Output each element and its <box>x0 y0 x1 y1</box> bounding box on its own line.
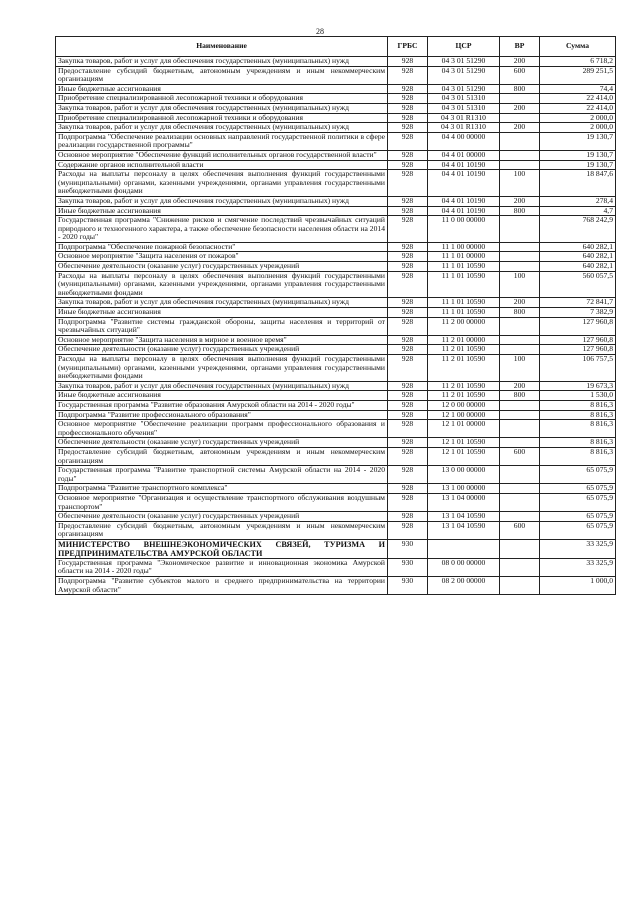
cell-grbs: 928 <box>388 466 428 484</box>
cell-name: Обеспечение деятельности (оказание услуг) государственных учреждений <box>56 438 388 448</box>
cell-vr <box>500 94 540 104</box>
cell-sum: 8 816,3 <box>540 438 616 448</box>
cell-csr: 12 0 00 00000 <box>428 400 500 410</box>
table-row <box>56 512 616 522</box>
cell-sum: 7 382,9 <box>540 308 616 318</box>
cell-csr: 11 1 01 00000 <box>428 252 500 262</box>
cell-name: МИНИСТЕРСТВО ВНЕШНЕЭКОНОМИЧЕСКИХ СВЯЗЕЙ, ТУРИЗМА И ПРЕДПРИНИМАТЕЛЬСТВА АМУРСКОЙ ОБЛАСТИ <box>56 539 388 558</box>
cell-vr: 200 <box>500 298 540 308</box>
cell-sum: 65 075,9 <box>540 512 616 522</box>
cell-sum: 127 960,8 <box>540 335 616 345</box>
cell-vr <box>500 262 540 272</box>
table-row <box>56 345 616 355</box>
cell-sum: 1 530,0 <box>540 391 616 401</box>
cell-name: Предоставление субсидий бюджетным, автономным учреждениям и иным некоммерческим организациям <box>56 521 388 539</box>
cell-csr: 11 1 01 10590 <box>428 271 500 298</box>
cell-grbs: 928 <box>388 335 428 345</box>
cell-grbs: 928 <box>388 132 428 150</box>
cell-csr: 13 1 00 00000 <box>428 484 500 494</box>
table-row <box>56 447 616 465</box>
cell-sum: 560 057,5 <box>540 271 616 298</box>
cell-vr <box>500 242 540 252</box>
table-row <box>56 206 616 216</box>
cell-vr: 200 <box>500 123 540 133</box>
cell-vr <box>500 400 540 410</box>
cell-name: Закупка товаров, работ и услуг для обеспечения государственных (муниципальных) нужд <box>56 196 388 206</box>
cell-vr: 100 <box>500 170 540 197</box>
cell-sum: 72 841,7 <box>540 298 616 308</box>
cell-grbs: 928 <box>388 252 428 262</box>
cell-grbs: 928 <box>388 512 428 522</box>
table-row <box>56 84 616 94</box>
cell-csr: 04 4 01 10190 <box>428 170 500 197</box>
cell-vr <box>500 539 540 558</box>
table-row <box>56 558 616 576</box>
cell-vr: 200 <box>500 57 540 67</box>
cell-name: Подпрограмма "Развитие профессионального образования" <box>56 410 388 420</box>
table-row <box>56 66 616 84</box>
cell-csr: 11 1 00 00000 <box>428 242 500 252</box>
cell-csr: 04 3 01 51290 <box>428 57 500 67</box>
cell-name: Приобретение специализированной лесопожарной техники и оборудования <box>56 94 388 104</box>
table-row <box>56 438 616 448</box>
cell-name: Обеспечение деятельности (оказание услуг) государственных учреждений <box>56 262 388 272</box>
cell-vr <box>500 216 540 243</box>
table-row <box>56 381 616 391</box>
cell-vr <box>500 420 540 438</box>
cell-csr: 04 4 00 00000 <box>428 132 500 150</box>
cell-csr: 04 4 01 10190 <box>428 196 500 206</box>
cell-sum: 2 000,0 <box>540 123 616 133</box>
cell-grbs: 928 <box>388 308 428 318</box>
cell-grbs: 928 <box>388 400 428 410</box>
cell-name: Государственная программа "Развитие транспортной системы Амурской области на 2014 - 2020 годы" <box>56 466 388 484</box>
cell-sum: 278,4 <box>540 196 616 206</box>
cell-vr <box>500 317 540 335</box>
table-row <box>56 410 616 420</box>
cell-vr: 800 <box>500 84 540 94</box>
header-vr: ВР <box>500 37 540 57</box>
cell-csr: 12 1 01 00000 <box>428 420 500 438</box>
cell-vr <box>500 466 540 484</box>
cell-sum: 22 414,0 <box>540 103 616 113</box>
cell-vr <box>500 410 540 420</box>
cell-sum: 4,7 <box>540 206 616 216</box>
cell-vr <box>500 512 540 522</box>
table-row <box>56 577 616 595</box>
cell-name: Предоставление субсидий бюджетным, автономным учреждениям и иным некоммерческим организациям <box>56 447 388 465</box>
cell-name: Основное мероприятие "Организация и осуществление транспортного обслуживания воздушным транспортом" <box>56 493 388 511</box>
cell-grbs: 928 <box>388 298 428 308</box>
table-row <box>56 484 616 494</box>
cell-name: Обеспечение деятельности (оказание услуг) государственных учреждений <box>56 512 388 522</box>
cell-sum: 18 847,6 <box>540 170 616 197</box>
cell-csr: 04 4 01 10190 <box>428 160 500 170</box>
cell-csr: 04 3 01 51290 <box>428 84 500 94</box>
table-row <box>56 466 616 484</box>
cell-name: Иные бюджетные ассигнования <box>56 391 388 401</box>
cell-grbs: 928 <box>388 438 428 448</box>
cell-csr: 13 0 00 00000 <box>428 466 500 484</box>
cell-name: Основное мероприятие "Обеспечение функций исполнительных органов государственной власти" <box>56 150 388 160</box>
cell-vr <box>500 577 540 595</box>
cell-csr: 13 1 04 10590 <box>428 512 500 522</box>
cell-csr: 11 2 00 00000 <box>428 317 500 335</box>
table-row <box>56 103 616 113</box>
page-number: 28 <box>316 27 324 36</box>
cell-grbs: 928 <box>388 206 428 216</box>
cell-sum: 640 282,1 <box>540 242 616 252</box>
cell-name: Расходы на выплаты персоналу в целях обеспечения выполнения функций государственными (муниципальными) органами, казенными учреждениями, органами управления государственными внебюджетными фондами <box>56 271 388 298</box>
cell-sum: 768 242,9 <box>540 216 616 243</box>
cell-grbs: 928 <box>388 410 428 420</box>
cell-grbs: 928 <box>388 345 428 355</box>
cell-grbs: 928 <box>388 262 428 272</box>
cell-name: Закупка товаров, работ и услуг для обеспечения государственных (муниципальных) нужд <box>56 298 388 308</box>
cell-sum: 127 960,8 <box>540 345 616 355</box>
cell-sum: 640 282,1 <box>540 262 616 272</box>
cell-name: Подпрограмма "Обеспечение пожарной безопасности" <box>56 242 388 252</box>
cell-grbs: 928 <box>388 150 428 160</box>
cell-name: Расходы на выплаты персоналу в целях обеспечения выполнения функций государственными (муниципальными) органами, казенными учреждениями, органами управления государственными внебюджетными фондами <box>56 355 388 382</box>
cell-grbs: 928 <box>388 94 428 104</box>
cell-name: Закупка товаров, работ и услуг для обеспечения государственных (муниципальных) нужд <box>56 103 388 113</box>
budget-table <box>55 36 616 595</box>
header-grbs: ГРБС <box>388 37 428 57</box>
cell-vr <box>500 150 540 160</box>
cell-vr: 800 <box>500 308 540 318</box>
cell-csr: 11 2 01 10590 <box>428 345 500 355</box>
cell-csr: 12 1 01 10590 <box>428 438 500 448</box>
table-row <box>56 216 616 243</box>
table-row <box>56 132 616 150</box>
cell-grbs: 928 <box>388 317 428 335</box>
cell-grbs: 928 <box>388 216 428 243</box>
cell-grbs: 928 <box>388 66 428 84</box>
table-row <box>56 355 616 382</box>
header-sum: Сумма <box>540 37 616 57</box>
cell-sum: 65 075,9 <box>540 521 616 539</box>
cell-vr <box>500 113 540 123</box>
table-row <box>56 271 616 298</box>
cell-vr: 200 <box>500 381 540 391</box>
cell-sum: 19 130,7 <box>540 132 616 150</box>
cell-csr: 11 2 01 10590 <box>428 381 500 391</box>
cell-vr <box>500 484 540 494</box>
cell-vr <box>500 160 540 170</box>
cell-grbs: 928 <box>388 484 428 494</box>
cell-name: Подпрограмма "Обеспечение реализации основных направлений государственной политики в сфере реализации государственной программы" <box>56 132 388 150</box>
cell-csr: 04 3 01 51310 <box>428 94 500 104</box>
cell-name: Иные бюджетные ассигнования <box>56 84 388 94</box>
cell-name: Государственная программа "Снижение рисков и смягчение последствий чрезвычайных ситуаций природного и техногенного характера, а также обеспечение безопасности населения области на 2014 - 2020 годы" <box>56 216 388 243</box>
cell-csr: 11 1 01 10590 <box>428 262 500 272</box>
cell-grbs: 930 <box>388 577 428 595</box>
cell-csr: 08 0 00 00000 <box>428 558 500 576</box>
cell-vr: 600 <box>500 447 540 465</box>
cell-csr: 12 1 00 00000 <box>428 410 500 420</box>
cell-sum: 8 816,3 <box>540 400 616 410</box>
table-row <box>56 57 616 67</box>
cell-vr <box>500 438 540 448</box>
cell-csr: 08 2 00 00000 <box>428 577 500 595</box>
cell-name: Содержание органов исполнительной власти <box>56 160 388 170</box>
cell-sum: 19 673,3 <box>540 381 616 391</box>
cell-csr: 04 4 01 00000 <box>428 150 500 160</box>
cell-name: Основное мероприятие "Обеспечение реализации программ профессионального образования и профессионального обучения" <box>56 420 388 438</box>
table-row <box>56 196 616 206</box>
cell-sum: 2 000,0 <box>540 113 616 123</box>
cell-vr <box>500 558 540 576</box>
cell-name: Иные бюджетные ассигнования <box>56 206 388 216</box>
cell-name: Государственная программа "Экономическое развитие и инновационная экономика Амурской области на 2014 - 2020 годы" <box>56 558 388 576</box>
cell-vr: 800 <box>500 206 540 216</box>
cell-csr: 12 1 01 10590 <box>428 447 500 465</box>
table-row <box>56 94 616 104</box>
cell-name: Расходы на выплаты персоналу в целях обеспечения выполнения функций государственными (муниципальными) органами, казенными учреждениями, органами управления государственными внебюджетными фондами <box>56 170 388 197</box>
cell-sum: 6 718,2 <box>540 57 616 67</box>
cell-csr <box>428 539 500 558</box>
header-name: Наименование <box>56 37 388 57</box>
cell-vr <box>500 335 540 345</box>
cell-csr: 04 4 01 10190 <box>428 206 500 216</box>
table-row <box>56 391 616 401</box>
table-row <box>56 160 616 170</box>
cell-grbs: 928 <box>388 123 428 133</box>
table-row <box>56 298 616 308</box>
cell-grbs: 928 <box>388 57 428 67</box>
cell-grbs: 928 <box>388 160 428 170</box>
cell-csr: 11 2 01 10590 <box>428 355 500 382</box>
cell-grbs: 930 <box>388 558 428 576</box>
cell-name: Закупка товаров, работ и услуг для обеспечения государственных (муниципальных) нужд <box>56 381 388 391</box>
cell-csr: 13 1 04 00000 <box>428 493 500 511</box>
cell-vr <box>500 493 540 511</box>
table-row <box>56 123 616 133</box>
cell-sum: 289 251,5 <box>540 66 616 84</box>
table-row <box>56 308 616 318</box>
table-header-row <box>56 37 616 57</box>
cell-csr: 11 1 01 10590 <box>428 308 500 318</box>
cell-csr: 04 3 01 R1310 <box>428 123 500 133</box>
cell-grbs: 928 <box>388 242 428 252</box>
cell-name: Предоставление субсидий бюджетным, автономным учреждениям и иным некоммерческим организациям <box>56 66 388 84</box>
table-row <box>56 335 616 345</box>
table-row <box>56 539 616 558</box>
cell-sum: 8 816,3 <box>540 410 616 420</box>
cell-grbs: 928 <box>388 84 428 94</box>
cell-name: Приобретение специализированной лесопожарной техники и оборудования <box>56 113 388 123</box>
cell-name: Основное мероприятие "Защита населения в мирное и военное время" <box>56 335 388 345</box>
table-row <box>56 400 616 410</box>
header-csr: ЦСР <box>428 37 500 57</box>
cell-vr: 100 <box>500 271 540 298</box>
cell-sum: 33 325,9 <box>540 539 616 558</box>
cell-vr: 100 <box>500 355 540 382</box>
cell-grbs: 928 <box>388 447 428 465</box>
table-row <box>56 242 616 252</box>
cell-sum: 22 414,0 <box>540 94 616 104</box>
cell-name: Закупка товаров, работ и услуг для обеспечения государственных (муниципальных) нужд <box>56 123 388 133</box>
cell-sum: 19 130,7 <box>540 160 616 170</box>
cell-grbs: 928 <box>388 196 428 206</box>
cell-sum: 8 816,3 <box>540 420 616 438</box>
table-row <box>56 420 616 438</box>
cell-grbs: 928 <box>388 493 428 511</box>
cell-csr: 04 3 01 51310 <box>428 103 500 113</box>
cell-name: Основное мероприятие "Защита населения от пожаров" <box>56 252 388 262</box>
cell-vr: 600 <box>500 521 540 539</box>
cell-csr: 11 2 01 10590 <box>428 391 500 401</box>
cell-csr: 11 2 01 00000 <box>428 335 500 345</box>
cell-sum: 65 075,9 <box>540 466 616 484</box>
cell-grbs: 928 <box>388 271 428 298</box>
cell-grbs: 928 <box>388 103 428 113</box>
table-row <box>56 317 616 335</box>
table-row <box>56 262 616 272</box>
cell-sum: 33 325,9 <box>540 558 616 576</box>
cell-csr: 11 1 01 10590 <box>428 298 500 308</box>
table-row <box>56 113 616 123</box>
cell-vr: 200 <box>500 196 540 206</box>
table-row <box>56 521 616 539</box>
cell-csr: 13 1 04 10590 <box>428 521 500 539</box>
table-row <box>56 493 616 511</box>
table-row <box>56 170 616 197</box>
table-row <box>56 252 616 262</box>
cell-name: Обеспечение деятельности (оказание услуг) государственных учреждений <box>56 345 388 355</box>
cell-csr: 04 3 01 R1310 <box>428 113 500 123</box>
cell-name: Подпрограмма "Развитие системы гражданской обороны, защиты населения и территорий от чрезвычайных ситуаций" <box>56 317 388 335</box>
cell-grbs: 930 <box>388 539 428 558</box>
cell-vr <box>500 132 540 150</box>
cell-name: Подпрограмма "Развитие субъектов малого и среднего предпринимательства на территории Амурской области" <box>56 577 388 595</box>
cell-grbs: 928 <box>388 170 428 197</box>
cell-sum: 19 130,7 <box>540 150 616 160</box>
cell-name: Закупка товаров, работ и услуг для обеспечения государственных (муниципальных) нужд <box>56 57 388 67</box>
cell-sum: 640 282,1 <box>540 252 616 262</box>
cell-vr: 200 <box>500 103 540 113</box>
cell-grbs: 928 <box>388 420 428 438</box>
cell-name: Иные бюджетные ассигнования <box>56 308 388 318</box>
cell-grbs: 928 <box>388 381 428 391</box>
cell-name: Подпрограмма "Развитие транспортного комплекса" <box>56 484 388 494</box>
cell-sum: 106 757,5 <box>540 355 616 382</box>
cell-sum: 65 075,9 <box>540 493 616 511</box>
cell-grbs: 928 <box>388 391 428 401</box>
cell-vr <box>500 345 540 355</box>
cell-sum: 127 960,8 <box>540 317 616 335</box>
cell-sum: 65 075,9 <box>540 484 616 494</box>
cell-sum: 1 000,0 <box>540 577 616 595</box>
cell-csr: 04 3 01 51290 <box>428 66 500 84</box>
cell-sum: 74,4 <box>540 84 616 94</box>
cell-name: Государственная программа "Развитие образования Амурской области на 2014 - 2020 годы" <box>56 400 388 410</box>
cell-vr: 800 <box>500 391 540 401</box>
table-row <box>56 150 616 160</box>
cell-vr <box>500 252 540 262</box>
cell-csr: 11 0 00 00000 <box>428 216 500 243</box>
cell-grbs: 928 <box>388 113 428 123</box>
cell-grbs: 928 <box>388 521 428 539</box>
cell-vr: 600 <box>500 66 540 84</box>
cell-grbs: 928 <box>388 355 428 382</box>
cell-sum: 8 816,3 <box>540 447 616 465</box>
